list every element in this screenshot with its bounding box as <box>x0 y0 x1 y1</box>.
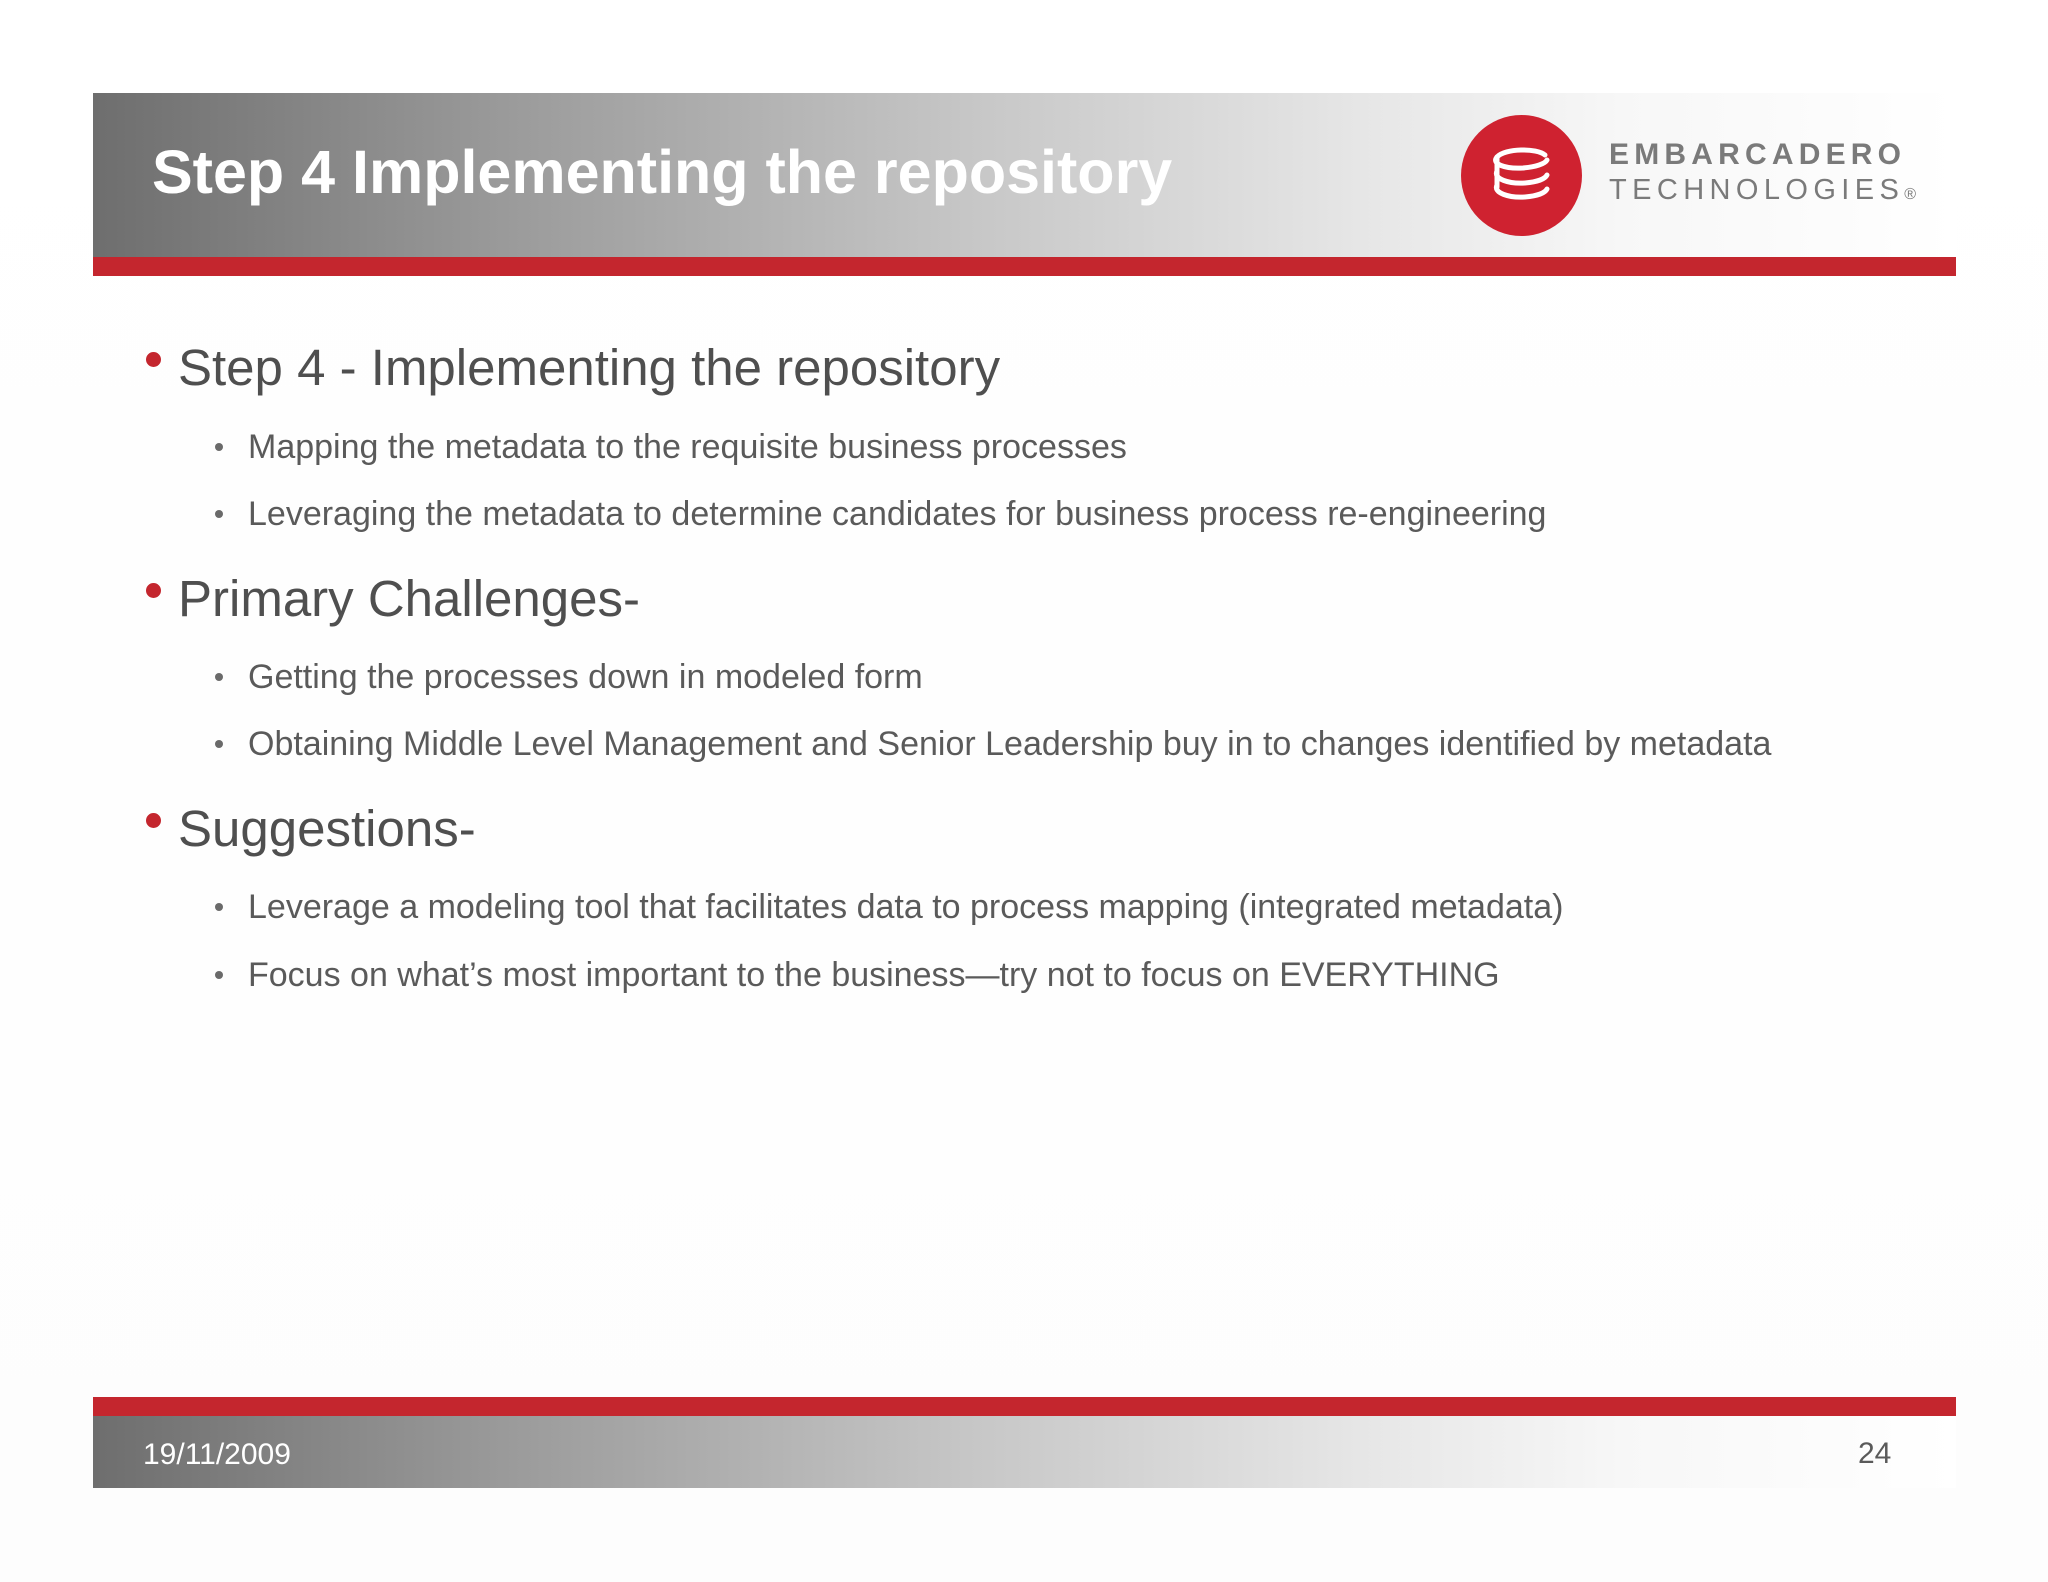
list-item: Leveraging the metadata to determine candidates for business process re-engineering <box>248 495 1547 533</box>
company-logo-wordmark <box>1609 140 1916 205</box>
header-accent-bar <box>93 257 1956 276</box>
list-item: Getting the processes down in modeled form <box>248 658 923 696</box>
logo-line-1: EMBARCADERO <box>1609 138 1907 171</box>
list-item: Leverage a modeling tool that facilitates data to process mapping (integrated metadata) <box>248 888 1564 926</box>
sub-bullet-dot <box>215 443 223 451</box>
sub-bullet-dot <box>215 673 223 681</box>
logo-line-2-text: TECHNOLOGIES <box>1609 174 1905 206</box>
sub-bullet-dot <box>215 971 223 979</box>
bullet-dot <box>146 352 161 367</box>
list-item: Focus on what’s most important to the business—try not to focus on EVERYTHING <box>248 956 1500 994</box>
bullet-dot <box>146 583 161 598</box>
logo-line-2 <box>1609 176 1916 205</box>
section-heading: Step 4 - Implementing the repository <box>178 339 1001 396</box>
slide-title: Step 4 Implementing the repository <box>152 138 1173 206</box>
company-logo <box>1461 115 1582 236</box>
section-heading: Primary Challenges- <box>178 570 640 627</box>
list-item: Obtaining Middle Level Management and Senior Leadership buy in to changes identified by metadata <box>248 725 1772 763</box>
page-number: 24 <box>1858 1437 1892 1470</box>
footer-date: 19/11/2009 <box>143 1438 291 1471</box>
database-stack-icon <box>1461 115 1582 236</box>
footer-accent-bar <box>93 1397 1956 1416</box>
footer-band <box>93 1416 1956 1488</box>
sub-bullet-dot <box>215 510 223 518</box>
sub-bullet-dot <box>215 740 223 748</box>
bullet-dot <box>146 813 161 828</box>
trademark-mark: ® <box>1904 186 1917 203</box>
sub-bullet-dot <box>215 903 223 911</box>
section-heading: Suggestions- <box>178 800 476 857</box>
list-item: Mapping the metadata to the requisite business processes <box>248 428 1127 466</box>
